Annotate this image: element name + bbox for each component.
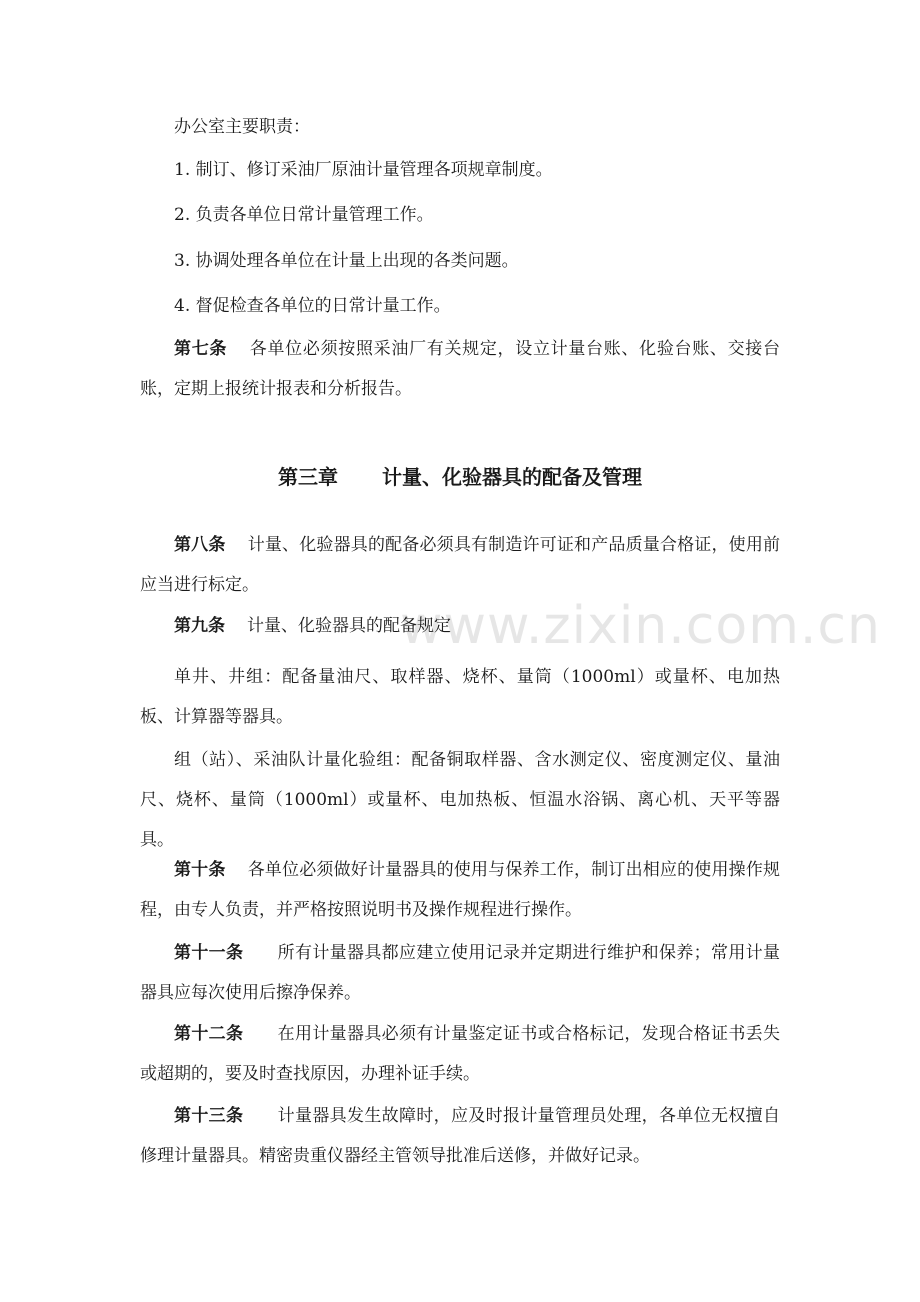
article-13 xyxy=(140,1096,780,1176)
article-10-label: 第十条 xyxy=(174,860,226,880)
article-13-label: 第十三条 xyxy=(174,1106,244,1126)
office-duties-title: 办公室主要职责： xyxy=(174,117,310,137)
provision-station-text: 组（站）、采油队计量化验组：配备铜取样器、含水测定仪、密度测定仪、量油尺、烧杯、量筒（1000ml）或量杯、电加热板、恒温水浴锅、离心机、天平等器具。 xyxy=(140,750,780,850)
article-11-text: 所有计量器具都应建立使用记录并定期进行维护和保养；常用计量器具应每次使用后擦净保养。 xyxy=(140,943,781,1003)
article-12 xyxy=(140,1014,780,1094)
chapter-title: 计量、化验器具的配备及管理 xyxy=(382,465,642,489)
article-7-label: 第七条 xyxy=(174,339,228,359)
article-8 xyxy=(140,525,780,605)
duty-item-3: 3. 协调处理各单位在计量上出现的各类问题。 xyxy=(174,251,519,271)
article-11 xyxy=(140,933,780,1013)
article-8-text: 计量、化验器具的配备必须具有制造许可证和产品质量合格证，使用前应当进行标定。 xyxy=(140,535,781,595)
article-9 xyxy=(140,606,780,646)
article-12-text: 在用计量器具必须有计量鉴定证书或合格标记，发现合格证书丢失或超期的，要及时查找原因，办理补证手续。 xyxy=(140,1024,781,1084)
provision-single-well xyxy=(140,657,780,737)
provision-single-well-text: 单井、井组：配备量油尺、取样器、烧杯、量筒（1000ml）或量杯、电加热板、计算器等器具。 xyxy=(140,667,780,727)
provision-station xyxy=(140,740,780,860)
article-10-text: 各单位必须做好计量器具的使用与保养工作，制订出相应的使用操作规程，由专人负责，并严格按照说明书及操作规程进行操作。 xyxy=(140,860,781,920)
duty-item-4: 4. 督促检查各单位的日常计量工作。 xyxy=(174,296,451,316)
chapter-number: 第三章 xyxy=(278,465,338,489)
article-11-label: 第十一条 xyxy=(174,943,244,963)
article-12-label: 第十二条 xyxy=(174,1024,244,1044)
article-7-text: 各单位必须按照采油厂有关规定，设立计量台账、化验台账、交接台账，定期上报统计报表和分析报告。 xyxy=(140,339,781,399)
duty-item-1: 1. 制订、修订采油厂原油计量管理各项规章制度。 xyxy=(174,160,553,180)
duty-item-2: 2. 负责各单位日常计量管理工作。 xyxy=(174,205,434,225)
article-8-label: 第八条 xyxy=(174,535,226,555)
chapter-heading xyxy=(0,464,920,490)
article-10 xyxy=(140,850,780,930)
watermark: www.zixin.com.cn xyxy=(400,596,881,656)
article-9-text: 计量、化验器具的配备规定 xyxy=(247,616,451,636)
article-7 xyxy=(140,329,780,409)
article-9-label: 第九条 xyxy=(174,616,225,636)
article-13-text: 计量器具发生故障时，应及时报计量管理员处理，各单位无权擅自修理计量器具。精密贵重仪器经主管领导批准后送修，并做好记录。 xyxy=(140,1106,781,1166)
